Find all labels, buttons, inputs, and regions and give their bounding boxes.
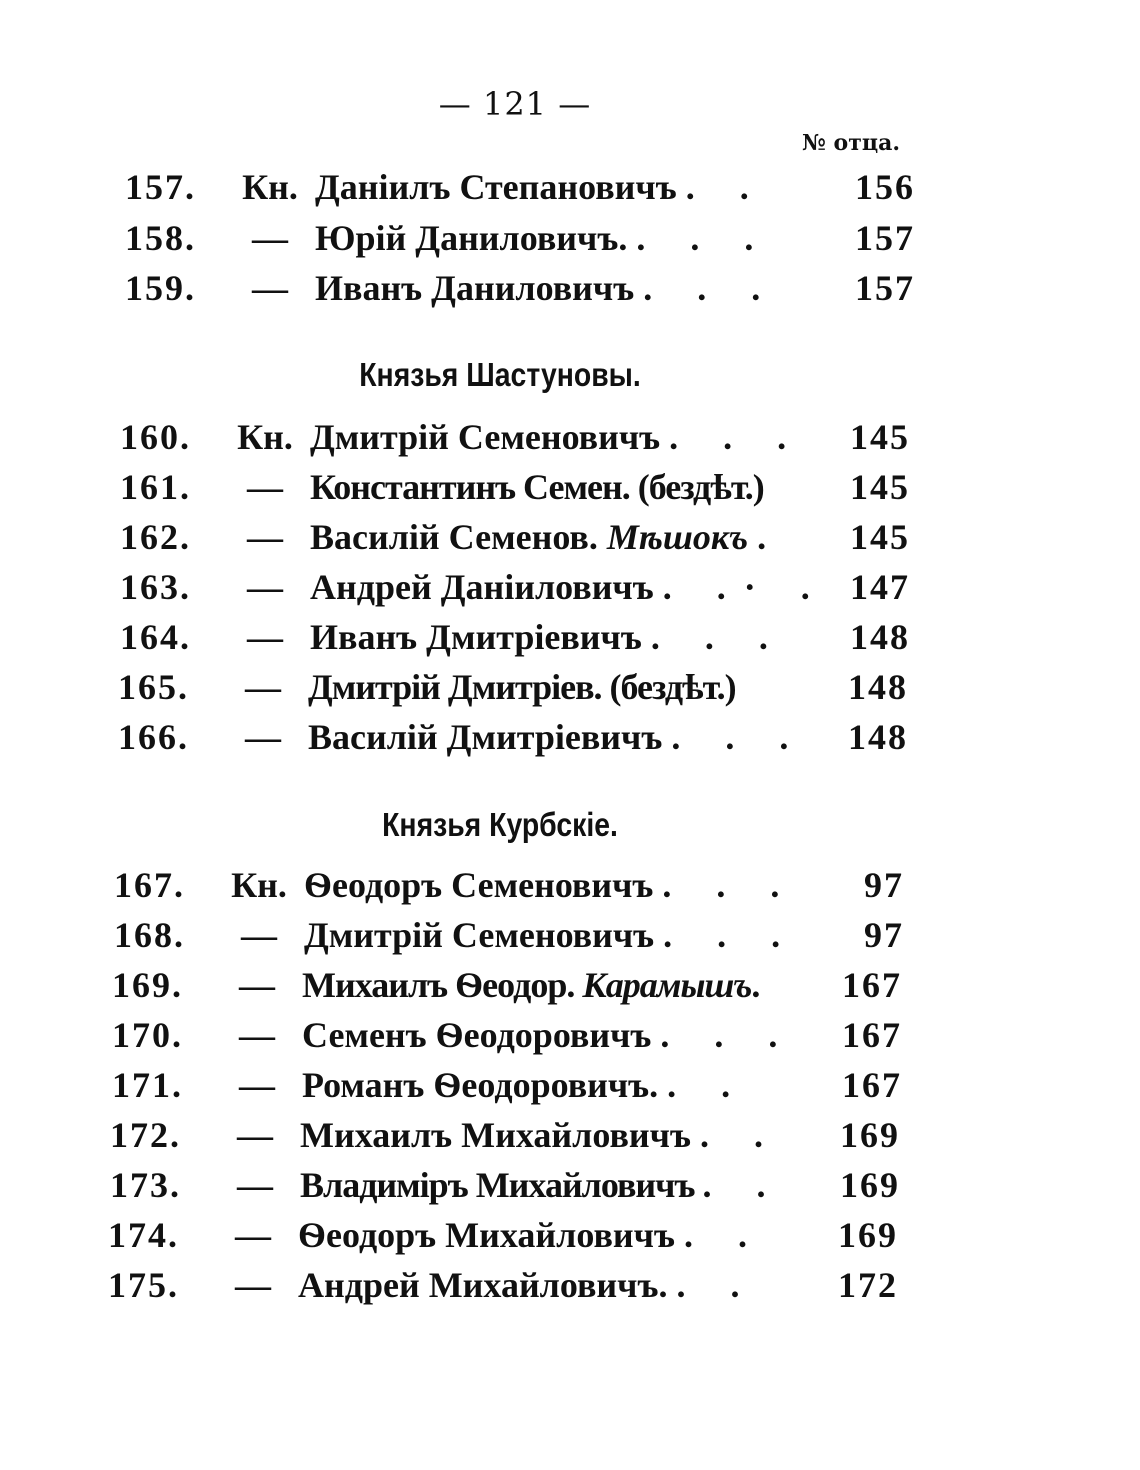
entry-number: 170.	[112, 1015, 183, 1055]
page-number: — 121 —	[438, 85, 592, 123]
entry-name: Ѳеодоръ Михайловичъ . .	[298, 1215, 765, 1255]
entry-name: Дмитрій Семеновичъ . . .	[310, 417, 805, 457]
entry-name: Андрей Михайловичъ. . .	[298, 1265, 758, 1305]
father-number: 97	[864, 915, 904, 955]
entry-name: Юрій Даниловичъ. . . .	[315, 218, 772, 258]
entry-row	[120, 412, 910, 462]
entry-number: 171.	[112, 1065, 183, 1105]
entry-name: Василій Семенов. Мѣшокъ .	[310, 517, 785, 557]
section-heading: Князья Курбскіе.	[382, 806, 618, 843]
entry-title: —	[239, 1015, 275, 1055]
entry-title: —	[237, 1165, 273, 1205]
entry-number: 175.	[108, 1265, 179, 1305]
entry-number: 172.	[110, 1115, 181, 1155]
leader-dots: . . .	[662, 865, 798, 905]
entry-number: 161.	[120, 467, 191, 507]
entry-number: 157.	[125, 167, 196, 207]
entry-name: Иванъ Дмитріевичъ . . .	[310, 617, 786, 657]
entry-title: —	[235, 1265, 271, 1305]
leader-dots: . .	[667, 1065, 749, 1105]
entry-number: 160.	[120, 417, 191, 457]
entry-row	[110, 1160, 900, 1210]
entry-name: Михаилъ Ѳеодор. Карамышъ.	[302, 965, 779, 1005]
entry-title: —	[252, 268, 288, 308]
entry-row	[120, 562, 910, 612]
entry-row	[120, 612, 910, 662]
entry-number: 159.	[125, 268, 196, 308]
father-number: 167	[842, 1015, 902, 1055]
nickname: Карамышъ	[582, 965, 752, 1005]
entry-title: Кн.	[231, 865, 287, 905]
entry-title: Кн.	[242, 167, 298, 207]
leader-dots: . .	[699, 1115, 781, 1155]
entry-name: Михаилъ Михайловичъ . .	[300, 1115, 781, 1155]
father-number: 156	[855, 167, 915, 207]
leader-dots: . . .	[671, 717, 807, 757]
father-number: 147	[850, 567, 910, 607]
entry-name: Иванъ Даниловичъ . . .	[315, 268, 779, 308]
entry-title: —	[245, 667, 281, 707]
leader-dots: . . .	[669, 417, 805, 457]
entry-title: —	[247, 517, 283, 557]
entry-name: Василій Дмитріевичъ . . .	[308, 717, 807, 757]
father-number: 172	[838, 1265, 898, 1305]
entry-number: 166.	[118, 717, 189, 757]
entry-row	[120, 462, 910, 512]
father-number: 169	[840, 1115, 900, 1155]
entry-row	[108, 1260, 898, 1310]
father-number: 167	[842, 1065, 902, 1105]
entry-row	[108, 1210, 898, 1260]
father-number: 145	[850, 467, 910, 507]
entry-number: 174.	[108, 1215, 179, 1255]
leader-dots: . . .	[663, 915, 799, 955]
father-number: 148	[848, 717, 908, 757]
entry-row	[112, 1060, 902, 1110]
father-column-header: № отца.	[801, 130, 900, 156]
entry-row	[118, 712, 908, 762]
section-heading: Князья Шастуновы.	[359, 356, 641, 393]
entry-name: Романъ Ѳеодоровичъ. . .	[302, 1065, 749, 1105]
entry-title: —	[239, 1065, 275, 1105]
entry-number: 167.	[114, 865, 185, 905]
father-number: 145	[850, 517, 910, 557]
entry-number: 173.	[110, 1165, 181, 1205]
leader-dots: . .	[685, 167, 767, 207]
leader-dots: . . .	[636, 218, 772, 258]
father-number: 169	[840, 1165, 900, 1205]
leader-dots: .	[751, 965, 779, 1005]
entry-number: 169.	[112, 965, 183, 1005]
father-number: 145	[850, 417, 910, 457]
entry-number: 158.	[125, 218, 196, 258]
father-number: 169	[838, 1215, 898, 1255]
entry-title: —	[247, 567, 283, 607]
entry-title: —	[235, 1215, 271, 1255]
entry-number: 168.	[114, 915, 185, 955]
entry-row	[125, 213, 915, 263]
entry-name: Семенъ Ѳеодоровичъ . . .	[302, 1015, 796, 1055]
entry-row	[120, 512, 910, 562]
leader-dots: . .	[702, 1165, 784, 1205]
entry-number: 165.	[118, 667, 189, 707]
entry-name: Ѳеодоръ Семеновичъ . . .	[304, 865, 798, 905]
entry-name: Андрей Даніиловичъ . .· .	[310, 567, 828, 607]
entry-title: —	[245, 717, 281, 757]
entry-row	[118, 662, 908, 712]
leader-dots: . . .	[643, 268, 779, 308]
entry-name: Владиміръ Михайловичъ . .	[300, 1165, 784, 1205]
entry-number: 164.	[120, 617, 191, 657]
entry-row	[114, 860, 904, 910]
entry-row	[114, 910, 904, 960]
leader-dots: . .· .	[662, 567, 828, 607]
entry-name: Даніилъ Степановичъ . .	[315, 167, 767, 207]
father-number: 167	[842, 965, 902, 1005]
leader-dots: .	[757, 517, 785, 557]
entry-title: Кн.	[237, 417, 293, 457]
entry-number: 162.	[120, 517, 191, 557]
entry-row	[110, 1110, 900, 1160]
entry-title: —	[241, 915, 277, 955]
father-number: 157	[855, 218, 915, 258]
entry-row	[125, 263, 915, 313]
entry-title: —	[237, 1115, 273, 1155]
father-number: 97	[864, 865, 904, 905]
entry-number: 163.	[120, 567, 191, 607]
entry-title: —	[239, 965, 275, 1005]
entry-name: Дмитрій Дмитріев. (бездѣт.)	[308, 667, 736, 707]
entry-row	[112, 1010, 902, 1060]
nickname: Мѣшокъ	[606, 517, 749, 557]
father-number: 148	[850, 617, 910, 657]
entry-title: —	[247, 617, 283, 657]
entry-row	[125, 162, 915, 212]
entry-name: Дмитрій Семеновичъ . . .	[304, 915, 799, 955]
entry-title: —	[247, 467, 283, 507]
entry-title: —	[252, 218, 288, 258]
leader-dots: . .	[683, 1215, 765, 1255]
leader-dots: . . .	[650, 617, 786, 657]
leader-dots: . . .	[660, 1015, 796, 1055]
father-number: 157	[855, 268, 915, 308]
leader-dots: . .	[676, 1265, 758, 1305]
entry-row	[112, 960, 902, 1010]
father-number: 148	[848, 667, 908, 707]
entry-name: Константинъ Семен. (бездѣт.)	[310, 467, 764, 507]
